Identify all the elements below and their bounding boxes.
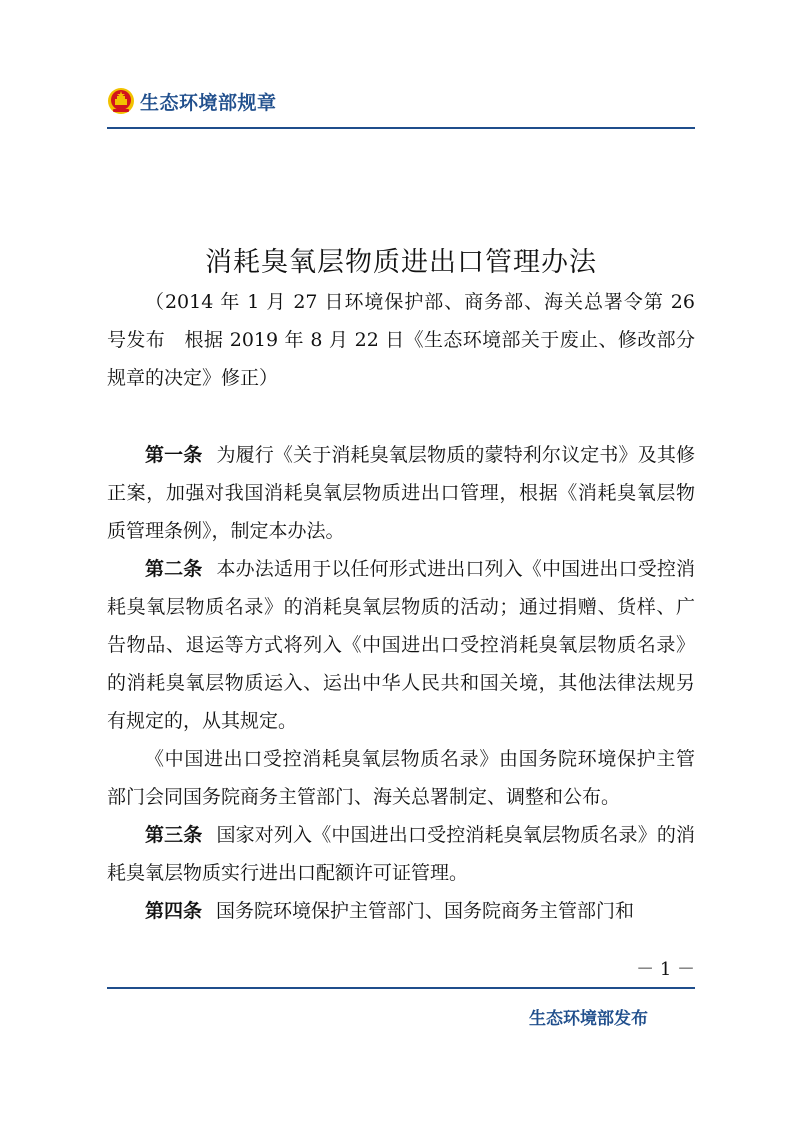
footer-divider <box>107 987 695 989</box>
page-number: － 1 － <box>636 959 695 980</box>
article-text: 《中国进出口受控消耗臭氧层物质名录》由国务院环境保护主管部门会同国务院商务主管部门、海关总署制定、调整和公布。 <box>107 748 695 808</box>
article-text: 国家对列入《中国进出口受控消耗臭氧层物质名录》的消耗臭氧层物质实行进出口配额许可证管理。 <box>107 824 695 884</box>
article-text: 为履行《关于消耗臭氧层物质的蒙特利尔议定书》及其修正案，加强对我国消耗臭氧层物质进出口管理，根据《消耗臭氧层物质管理条例》，制定本办法。 <box>107 444 695 542</box>
article-text: 本办法适用于以任何形式进出口列入《中国进出口受控消耗臭氧层物质名录》的消耗臭氧层物质的活动；通过捐赠、货样、广告物品、退运等方式将列入《中国进出口受控消耗臭氧层物质名录》的消耗臭氧层物质运入、运出中华人民共和国关境，其他法律法规另有规定的，从其规定。 <box>107 558 695 732</box>
article-number: 第二条 <box>145 558 203 580</box>
header-title: 生态环境部规章 <box>140 91 277 114</box>
article-2 <box>107 550 695 740</box>
document-note: （2014 年 1 月 27 日环境保护部、商务部、海关总署令第 26 号发布 根据 2019 年 8 月 22 日《生态环境部关于废止、修改部分规章的决定》修正） <box>107 291 695 389</box>
national-emblem-icon <box>107 87 135 115</box>
article-number: 第一条 <box>145 444 203 466</box>
article-2-paragraph-2 <box>107 740 695 816</box>
article-number: 第三条 <box>145 824 203 846</box>
header-divider <box>107 127 695 129</box>
article-1 <box>107 436 695 550</box>
document-title: 消耗臭氧层物质进出口管理办法 <box>205 247 597 278</box>
page-header <box>107 84 277 118</box>
footer-publisher: 生态环境部发布 <box>529 1009 648 1029</box>
article-4 <box>107 892 695 930</box>
article-text: 国务院环境保护主管部门、国务院商务主管部门和 <box>216 900 635 922</box>
article-number: 第四条 <box>145 900 203 922</box>
article-3 <box>107 816 695 892</box>
document-body <box>107 436 695 930</box>
